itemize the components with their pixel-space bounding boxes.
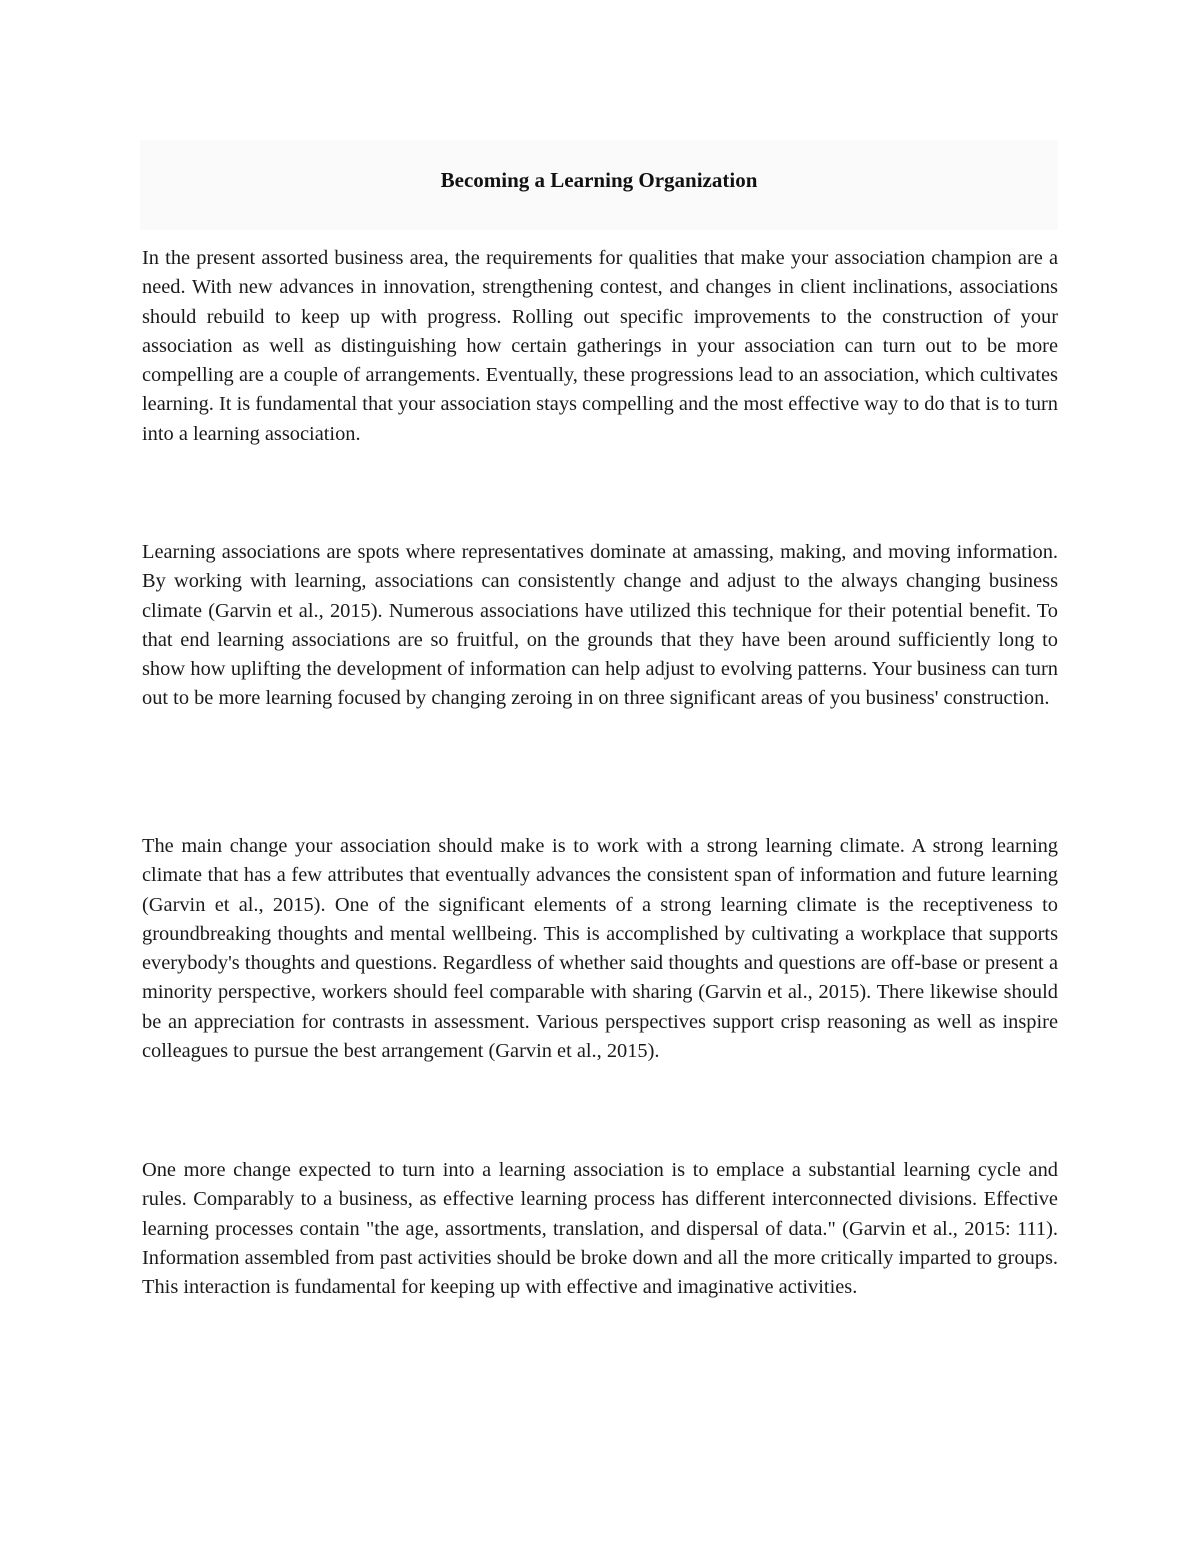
paragraph-3: The main change your association should make is to work with a strong learning climate. A strong learning climate that has a few attributes that eventually advances the consistent span of information and future learning (Garvin et al., 2015). One of the significant elements of a strong learning climate is the receptiveness to groundbreaking thoughts and mental wellbeing. This is accomplished by cultivating a workplace that supports everybody's thoughts and questions. Regardless of whether said thoughts and questions are off-base or present a minority perspective, workers should feel comparable with sharing (Garvin et al., 2015). There likewise should be an appreciation for contrasts in assessment. Various perspectives support crisp reasoning as well as inspire colleagues to pursue the best arrangement (Garvin et al., 2015). <box>142 835 1058 1063</box>
paragraph-2: Learning associations are spots where representatives dominate at amassing, making, and moving information. By working with learning, associations can consistently change and adjust to the always changing business climate (Garvin et al., 2015). Numerous associations have utilized this technique for their potential benefit. To that end learning associations are so fruitful, on the grounds that they have been around sufficiently long to show how uplifting the development of information can help adjust to evolving patterns. Your business can turn out to be more learning focused by changing zeroing in on three significant areas of you business' construction. <box>142 541 1058 710</box>
paragraph-4: One more change expected to turn into a learning association is to emplace a substantial learning cycle and rules. Comparably to a business, as effective learning process has different interconnected divisions. Effective learning processes contain "the age, assortments, translation, and dispersal of data." (Garvin et al., 2015: 111). Information assembled from past activities should be broke down and all the more critically imparted to groups. This interaction is fundamental for keeping up with effective and imaginative activities. <box>142 1159 1058 1299</box>
paragraph-1: In the present assorted business area, the requirements for qualities that make your association champion are a need. With new advances in innovation, strengthening contest, and changes in client inclinations, associations should rebuild to keep up with progress. Rolling out specific improvements to the construction of your association as well as distinguishing how certain gatherings in your association can turn out to be more compelling are a couple of arrangements. Eventually, these progressions lead to an association, which cultivates learning. It is fundamental that your association stays compelling and the most effective way to do that is to turn into a learning association. <box>142 247 1058 445</box>
document-title: Becoming a Learning Organization <box>440 168 758 192</box>
